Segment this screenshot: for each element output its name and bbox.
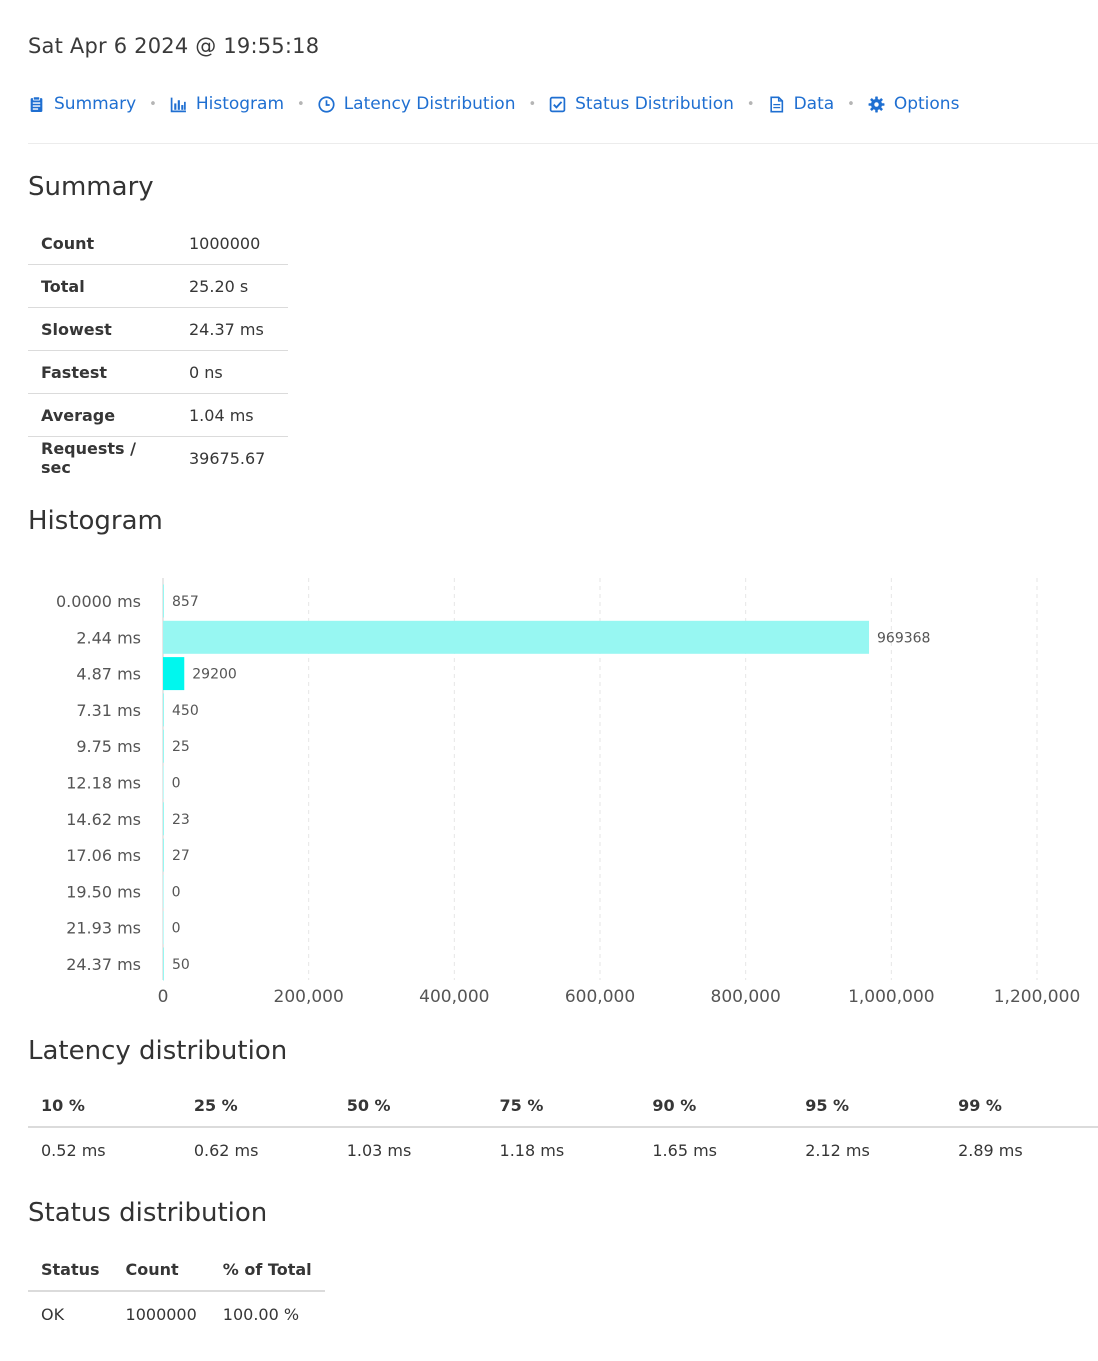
table-header-row: [28, 1248, 325, 1291]
histogram-bar: [163, 766, 164, 799]
histogram-bar: [163, 802, 164, 835]
summary-key: Count: [28, 222, 176, 265]
histogram-bar: [163, 730, 164, 763]
nav-latency-label: Latency Distribution: [343, 94, 516, 114]
x-tick-label: 200,000: [273, 987, 344, 1007]
latency-value: 1.65 ms: [652, 1141, 718, 1160]
status-table: [28, 1248, 325, 1337]
count-header: Count: [113, 1248, 210, 1291]
bar-value-label: 0: [171, 884, 181, 901]
table-row: [28, 265, 288, 308]
histogram-bar: [163, 585, 164, 618]
check-square-icon: [549, 96, 566, 113]
file-icon: [768, 96, 785, 113]
bar-value-label: 23: [172, 811, 190, 828]
latency-percentile-header: 99 %: [945, 1084, 1098, 1127]
count-cell: 1000000: [125, 1305, 197, 1324]
latency-value: 1.03 ms: [346, 1141, 412, 1160]
latency-percentile-header: 50 %: [334, 1084, 487, 1127]
latency-percentile-header: 10 %: [28, 1084, 181, 1127]
summary-key: Slowest: [28, 308, 176, 351]
x-tick-label: 1,200,000: [993, 987, 1081, 1007]
histogram-bar: [163, 948, 164, 981]
x-tick-label: 0: [157, 987, 169, 1007]
nav-latency-link[interactable]: [318, 94, 516, 114]
histogram-bar: [163, 875, 164, 908]
x-tick-label: 1,000,000: [848, 987, 935, 1007]
histogram-bar: [163, 693, 164, 726]
summary-key: Requests / sec: [41, 439, 136, 477]
nav-separator: •: [297, 96, 305, 112]
histogram-bar: [163, 621, 869, 654]
nav-options-link[interactable]: [868, 94, 960, 114]
table-row: [28, 222, 288, 265]
bar-value-label: 25: [172, 739, 190, 756]
percent-cell: 100.00 %: [222, 1305, 300, 1324]
latency-value: 1.18 ms: [499, 1141, 565, 1160]
nav-summary-link[interactable]: [28, 94, 136, 114]
bar-value-label: 969368: [877, 630, 931, 647]
bar-chart-icon: [170, 96, 187, 113]
histogram-bar: [163, 839, 164, 872]
bar-value-label: 0: [171, 775, 181, 792]
nav-separator: •: [528, 96, 537, 112]
x-tick-label: 800,000: [710, 987, 781, 1007]
section-nav: [28, 90, 959, 118]
table-header-row: [28, 1084, 1098, 1127]
y-tick-label: 2.44 ms: [76, 628, 141, 648]
table-row: [28, 437, 288, 480]
bar-value-label: 27: [172, 848, 190, 865]
bar-value-label: 857: [172, 594, 199, 610]
nav-separator: •: [746, 96, 755, 112]
latency-percentile-header: 90 %: [639, 1084, 792, 1127]
histogram-chart: [0, 560, 1098, 1020]
nav-status-label: Status Distribution: [575, 94, 734, 114]
y-tick-label: 4.87 ms: [76, 664, 141, 684]
y-tick-label: 14.62 ms: [66, 809, 141, 829]
gear-icon: [868, 96, 885, 113]
latency-table: [28, 1084, 1098, 1173]
latency-value: 0.62 ms: [193, 1141, 259, 1160]
clipboard-icon: [28, 96, 45, 113]
nav-status-link[interactable]: [549, 94, 734, 114]
summary-table: [28, 222, 288, 479]
nav-separator: •: [149, 96, 157, 112]
bar-value-label: 450: [172, 702, 199, 719]
summary-key: Fastest: [28, 351, 176, 394]
report-date: Sat Apr 6 2024 @ 19:55:18: [28, 34, 320, 58]
latency-percentile-header: 75 %: [487, 1084, 640, 1127]
nav-data-link[interactable]: [768, 94, 835, 114]
y-tick-label: 19.50 ms: [66, 882, 141, 902]
status-cell: OK: [41, 1305, 65, 1324]
nav-separator: •: [847, 96, 855, 112]
summary-value: 0 ns: [176, 351, 288, 394]
clock-icon: [318, 96, 335, 113]
latency-percentile-header: 25 %: [181, 1084, 334, 1127]
y-tick-label: 9.75 ms: [76, 737, 141, 757]
y-tick-label: 7.31 ms: [76, 700, 141, 720]
summary-heading: Summary: [28, 172, 154, 202]
latency-heading: Latency distribution: [28, 1036, 288, 1066]
latency-value: 2.12 ms: [805, 1141, 870, 1160]
latency-percentile-header: 95 %: [792, 1084, 945, 1127]
table-row: [28, 351, 288, 394]
table-row: [28, 1291, 325, 1337]
x-tick-label: 400,000: [419, 987, 490, 1007]
status-header: Status: [28, 1248, 113, 1291]
histogram-bar: [163, 911, 164, 944]
table-row: [28, 394, 288, 437]
y-tick-label: 24.37 ms: [66, 955, 141, 974]
latency-value: 0.52 ms: [41, 1141, 106, 1160]
summary-value: 1000000: [176, 222, 288, 265]
summary-value: 24.37 ms: [176, 308, 288, 351]
nav-histogram-link[interactable]: [170, 94, 284, 114]
nav-summary-label: Summary: [54, 94, 137, 114]
summary-key: Total: [28, 265, 176, 308]
y-tick-label: 21.93 ms: [66, 918, 141, 938]
summary-key: Average: [28, 394, 176, 437]
bar-value-label: 50: [172, 957, 190, 973]
summary-value: 25.20 s: [176, 265, 288, 308]
bar-value-label: 0: [171, 920, 181, 937]
table-row: [28, 1127, 1098, 1173]
percent-header: % of Total: [210, 1248, 325, 1291]
bar-value-label: 29200: [192, 666, 237, 683]
histogram-bar: [163, 657, 184, 690]
nav-data-label: Data: [793, 94, 835, 114]
summary-value: 39675.67: [189, 448, 266, 468]
header-divider: [28, 143, 1098, 144]
x-tick-label: 600,000: [564, 987, 636, 1007]
table-row: [28, 308, 288, 351]
status-heading: Status distribution: [28, 1198, 268, 1228]
nav-histogram-label: Histogram: [195, 94, 285, 114]
nav-options-label: Options: [893, 94, 960, 114]
y-tick-label: 12.18 ms: [66, 773, 141, 793]
summary-value: 1.04 ms: [176, 394, 288, 437]
y-tick-label: 0.0000 ms: [56, 592, 141, 611]
y-tick-label: 17.06 ms: [66, 846, 141, 866]
latency-value: 2.89 ms: [958, 1141, 1023, 1160]
histogram-heading: Histogram: [28, 506, 163, 536]
